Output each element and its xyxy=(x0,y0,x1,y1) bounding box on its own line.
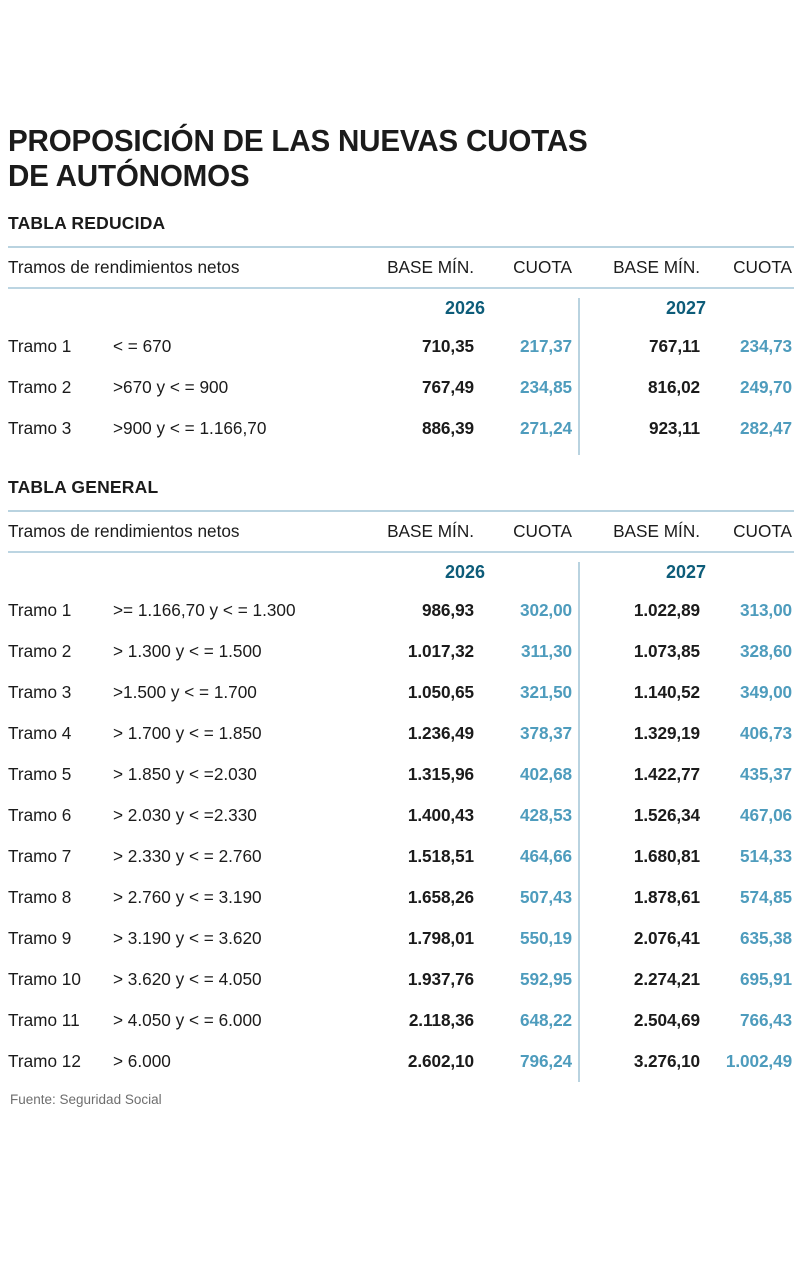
cell-tramo: Tramo 10 xyxy=(8,968,81,989)
year-divider-reducida xyxy=(578,298,580,455)
cell-range: > 1.850 y < =2.030 xyxy=(113,763,257,784)
cell-cuota-2027: 435,37 xyxy=(740,763,793,784)
cell-cuota-2027: 313,00 xyxy=(740,599,793,620)
cell-range: > 2.030 y < =2.330 xyxy=(113,804,257,825)
cell-tramo: Tramo 3 xyxy=(8,417,72,438)
cell-range: >900 y < = 1.166,70 xyxy=(113,417,267,438)
year-divider-general xyxy=(578,562,580,1082)
header-tramos-reducida: Tramos de rendimientos netos xyxy=(8,256,240,277)
cell-base-2027: 2.076,41 xyxy=(633,927,701,948)
cell-base-2026: 767,49 xyxy=(422,376,474,397)
cell-range: > 3.190 y < = 3.620 xyxy=(113,927,262,948)
cell-base-2026: 1.050,65 xyxy=(407,681,474,702)
table-row xyxy=(8,631,794,672)
cell-base-2027: 1.680,81 xyxy=(633,845,701,866)
table-row xyxy=(8,1041,794,1082)
table-row xyxy=(8,408,794,449)
section-label-general: TABLA GENERAL xyxy=(8,476,159,497)
table-row xyxy=(8,836,794,877)
cell-base-2026: 2.118,36 xyxy=(408,1009,474,1030)
cell-cuota-2027: 695,91 xyxy=(740,968,793,989)
year-label-2026-reducida: 2026 xyxy=(444,297,486,318)
table-row xyxy=(8,672,794,713)
table-row xyxy=(8,1000,794,1041)
table-general-body-table xyxy=(8,553,794,1082)
cell-base-2027: 1.022,89 xyxy=(633,599,701,620)
table-row xyxy=(8,713,794,754)
cell-base-2027: 2.274,21 xyxy=(633,968,701,989)
year-banner-spacer-general xyxy=(8,553,358,590)
year-banner-row-reducida xyxy=(8,289,794,326)
section-label-reducida: TABLA REDUCIDA xyxy=(8,212,166,233)
cell-base-2026: 1.937,76 xyxy=(407,968,474,989)
header-cuota-2027-general: CUOTA xyxy=(733,520,793,541)
table-general-wrapper xyxy=(8,510,794,1082)
cell-cuota-2027: 249,70 xyxy=(740,376,793,397)
table-row xyxy=(8,326,794,367)
table-general-head xyxy=(8,512,794,551)
table-row xyxy=(8,795,794,836)
cell-cuota-2026: 796,24 xyxy=(520,1050,573,1071)
header-cuota-2026-reducida: CUOTA xyxy=(513,256,573,277)
cell-range: > 4.050 y < = 6.000 xyxy=(113,1009,262,1030)
cell-base-2027: 923,11 xyxy=(648,417,701,438)
cell-cuota-2026: 321,50 xyxy=(520,681,573,702)
cell-base-2026: 1.658,26 xyxy=(407,886,474,907)
cell-tramo: Tramo 4 xyxy=(8,722,72,743)
cell-base-2026: 2.602,10 xyxy=(407,1050,474,1071)
cell-tramo: Tramo 2 xyxy=(8,640,72,661)
cell-cuota-2027: 766,43 xyxy=(740,1009,793,1030)
cell-cuota-2027: 406,73 xyxy=(740,722,793,743)
cell-base-2026: 1.400,43 xyxy=(407,804,474,825)
header-cuota-2026-general: CUOTA xyxy=(513,520,573,541)
cell-cuota-2027: 349,00 xyxy=(740,681,793,702)
table-reducida-body xyxy=(8,289,794,449)
cell-cuota-2027: 328,60 xyxy=(740,640,793,661)
page-title xyxy=(8,124,770,195)
table-row xyxy=(8,959,794,1000)
table-general xyxy=(8,512,794,551)
cell-base-2027: 1.878,61 xyxy=(633,886,701,907)
header-base-min-2027-general: BASE MÍN. xyxy=(613,520,701,541)
cell-range: > 1.700 y < = 1.850 xyxy=(113,722,262,743)
cell-cuota-2026: 507,43 xyxy=(520,886,573,907)
cell-tramo: Tramo 5 xyxy=(8,763,72,784)
cell-cuota-2027: 514,33 xyxy=(740,845,793,866)
cell-cuota-2026: 378,37 xyxy=(520,722,573,743)
cell-cuota-2026: 648,22 xyxy=(520,1009,573,1030)
year-label-2027-general: 2027 xyxy=(666,561,707,582)
cell-base-2026: 710,35 xyxy=(422,335,474,356)
cell-tramo: Tramo 7 xyxy=(8,845,72,866)
cell-cuota-2026: 311,30 xyxy=(520,640,573,661)
cell-cuota-2026: 302,00 xyxy=(520,599,573,620)
cell-base-2027: 3.276,10 xyxy=(633,1050,701,1071)
title-block xyxy=(8,0,794,195)
cell-range: >670 y < = 900 xyxy=(113,376,229,397)
cell-base-2027: 816,02 xyxy=(648,376,701,397)
cell-base-2027: 1.422,77 xyxy=(633,763,701,784)
cell-base-2026: 986,93 xyxy=(422,599,474,620)
cell-base-2027: 1.073,85 xyxy=(633,640,701,661)
table-reducida xyxy=(8,248,794,287)
cell-base-2026: 1.518,51 xyxy=(407,845,474,866)
cell-cuota-2026: 217,37 xyxy=(520,335,573,356)
table-reducida-header-row xyxy=(8,248,794,287)
cell-range: > 1.300 y < = 1.500 xyxy=(113,640,262,661)
cell-tramo: Tramo 11 xyxy=(8,1009,80,1030)
cell-base-2026: 886,39 xyxy=(422,417,474,438)
cell-range: > 6.000 xyxy=(113,1050,171,1071)
table-reducida-wrapper xyxy=(8,246,794,449)
header-base-min-2026-general: BASE MÍN. xyxy=(387,520,475,541)
year-banner-row-general xyxy=(8,553,794,590)
cell-cuota-2027: 1.002,49 xyxy=(725,1050,793,1071)
cell-tramo: Tramo 1 xyxy=(8,599,72,620)
cell-cuota-2027: 282,47 xyxy=(740,417,793,438)
cell-tramo: Tramo 12 xyxy=(8,1050,81,1071)
table-row xyxy=(8,754,794,795)
cell-tramo: Tramo 1 xyxy=(8,335,72,356)
table-general-header-row xyxy=(8,512,794,551)
cell-range: > 2.330 y < = 2.760 xyxy=(113,845,262,866)
cell-range: > 2.760 y < = 3.190 xyxy=(113,886,262,907)
table-row xyxy=(8,918,794,959)
table-reducida-head xyxy=(8,248,794,287)
cell-cuota-2026: 234,85 xyxy=(520,376,573,397)
header-tramos-general: Tramos de rendimientos netos xyxy=(8,520,240,541)
cell-range: > 3.620 y < = 4.050 xyxy=(113,968,262,989)
table-general-body xyxy=(8,553,794,1082)
cell-base-2026: 1.315,96 xyxy=(407,763,474,784)
cell-cuota-2027: 234,73 xyxy=(740,335,793,356)
cell-base-2026: 1.017,32 xyxy=(407,640,474,661)
table-row xyxy=(8,367,794,408)
cell-tramo: Tramo 9 xyxy=(8,927,72,948)
cell-cuota-2026: 550,19 xyxy=(520,927,573,948)
cell-cuota-2027: 467,06 xyxy=(740,804,793,825)
cell-base-2026: 1.236,49 xyxy=(407,722,474,743)
cell-tramo: Tramo 6 xyxy=(8,804,72,825)
year-banner-spacer-reducida xyxy=(8,289,358,326)
cell-range: >1.500 y < = 1.700 xyxy=(113,681,257,702)
cell-cuota-2026: 592,95 xyxy=(520,968,573,989)
cell-range: < = 670 xyxy=(113,335,172,356)
cell-base-2026: 1.798,01 xyxy=(407,927,474,948)
header-base-min-2026-reducida: BASE MÍN. xyxy=(387,256,475,277)
year-label-2027-reducida: 2027 xyxy=(666,297,707,318)
page-title-line-1: PROPOSICIÓN DE LAS NUEVAS CUOTAS xyxy=(8,124,588,158)
cell-base-2027: 1.526,34 xyxy=(633,804,701,825)
cell-base-2027: 2.504,69 xyxy=(633,1009,701,1030)
cell-cuota-2026: 402,68 xyxy=(520,763,573,784)
cell-base-2027: 1.329,19 xyxy=(633,722,701,743)
cell-tramo: Tramo 3 xyxy=(8,681,72,702)
cell-cuota-2027: 635,38 xyxy=(740,927,793,948)
cell-tramo: Tramo 8 xyxy=(8,886,72,907)
page-title-line-2: DE AUTÓNOMOS xyxy=(8,159,250,194)
table-row xyxy=(8,590,794,631)
header-cuota-2027-reducida: CUOTA xyxy=(733,256,793,277)
table-reducida-body-table xyxy=(8,289,794,449)
cell-base-2027: 1.140,52 xyxy=(633,681,701,702)
table-row xyxy=(8,877,794,918)
source-note: Fuente: Seguridad Social xyxy=(10,1091,162,1107)
cell-cuota-2026: 428,53 xyxy=(520,804,573,825)
cell-cuota-2026: 464,66 xyxy=(520,845,573,866)
cell-cuota-2026: 271,24 xyxy=(520,417,573,438)
cell-base-2027: 767,11 xyxy=(648,335,701,356)
cell-range: >= 1.166,70 y < = 1.300 xyxy=(113,599,296,620)
cell-cuota-2027: 574,85 xyxy=(740,886,793,907)
year-label-2026-general: 2026 xyxy=(444,561,486,582)
header-base-min-2027-reducida: BASE MÍN. xyxy=(613,256,701,277)
cell-tramo: Tramo 2 xyxy=(8,376,72,397)
